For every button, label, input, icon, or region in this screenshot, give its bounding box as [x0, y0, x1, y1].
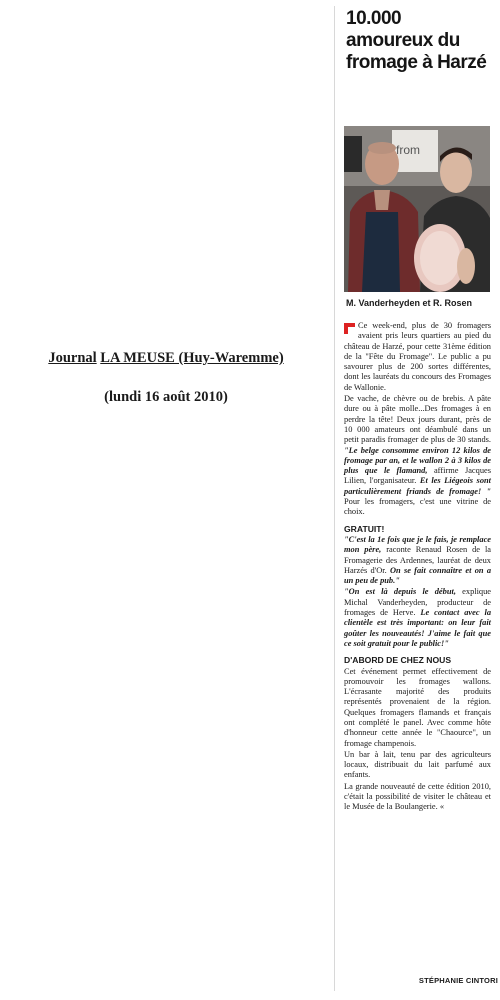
article-headline: 10.000 amoureux du fromage à Harzé	[346, 8, 487, 73]
newspaper-clipping	[338, 6, 492, 994]
article-photo	[344, 126, 490, 292]
journal-label: Journal	[48, 350, 97, 366]
paragraph-7: La grande nouveauté de cette édition 2010, c'était la possibilité de visiter le château et le Musée de la Boulangerie. «	[344, 781, 491, 812]
source-journal-title	[16, 350, 316, 367]
source-date: (lundi 16 août 2010)	[104, 389, 228, 405]
intro-paragraph: Ce week-end, plus de 30 fromagers avaient pris leurs quartiers au pied du château de Harzé, pour cette 31ème édition de la "Fête du Fromage". Le public a pu savourer plus de 200 sortes différentes, dont les lauréats du concours des Fromages de Wallonie.	[344, 321, 491, 392]
journal-name: LA MEUSE (Huy-Waremme)	[100, 350, 284, 366]
author-signature: STÉPHANIE CINTORI	[418, 976, 498, 985]
subheading-gratuit: GRATUIT!	[344, 523, 385, 534]
article-body	[344, 321, 491, 814]
clipping-border	[334, 6, 335, 991]
paragraph-6: Un bar à lait, tenu par des agriculteurs locaux, distribuait du lait parfumé aux enfants.	[344, 749, 491, 780]
background-sign-text: from	[396, 143, 420, 157]
subheading-chez-nous: D'ABORD DE CHEZ NOUS	[344, 655, 452, 666]
paragraph-3: "C'est la 1e fois que je le fais, je remplace mon père, raconte Renaud Rosen de la Fromagerie des Ardennes, lauréat de deux Harzés d'Or. On se fait connaître et on a un peu de pub."	[344, 534, 492, 586]
drop-cap-icon	[344, 323, 355, 334]
paragraph-5: Cet événement permet effectivement de promouvoir les fromages wallons. L'écrasante majorité des produits représentés provenaient de la région. Quelques fromagers flamands et français ont complété le panel. Avec comme hôte d'honneur cette année le "Chaource", un fromage champenois.	[344, 666, 491, 748]
photo-caption: M. Vanderheyden et R. Rosen	[346, 298, 473, 308]
paragraph-2: De vache, de chèvre ou de brebis. A pâte dure ou à pâte molle...Des fromages à en perdre la tête! Deux jours durant, près de 10 000 amateurs ont déambulé dans un petit paradis fromager de plus de 30 stands. "Le belge consomme environ 12 kilos de fromage par an, et le wallon 2 à 3 kilos de plus que le flamand, affirme Jacques Lilien, l'organisateur. Et les Liégeois sont particulièrement friands de fromage! " Pour les fromagers, c'est une vitrine de choix.	[344, 394, 491, 517]
paragraph-4: "On est là depuis le début, explique Michal Vanderheyden, producteur de fromages de Herve. Le contact avec la clientèle est très important: on leur fait goûter les nouveautés! J'aime le fait que ce soit gratuit pour le public!"	[344, 587, 492, 648]
